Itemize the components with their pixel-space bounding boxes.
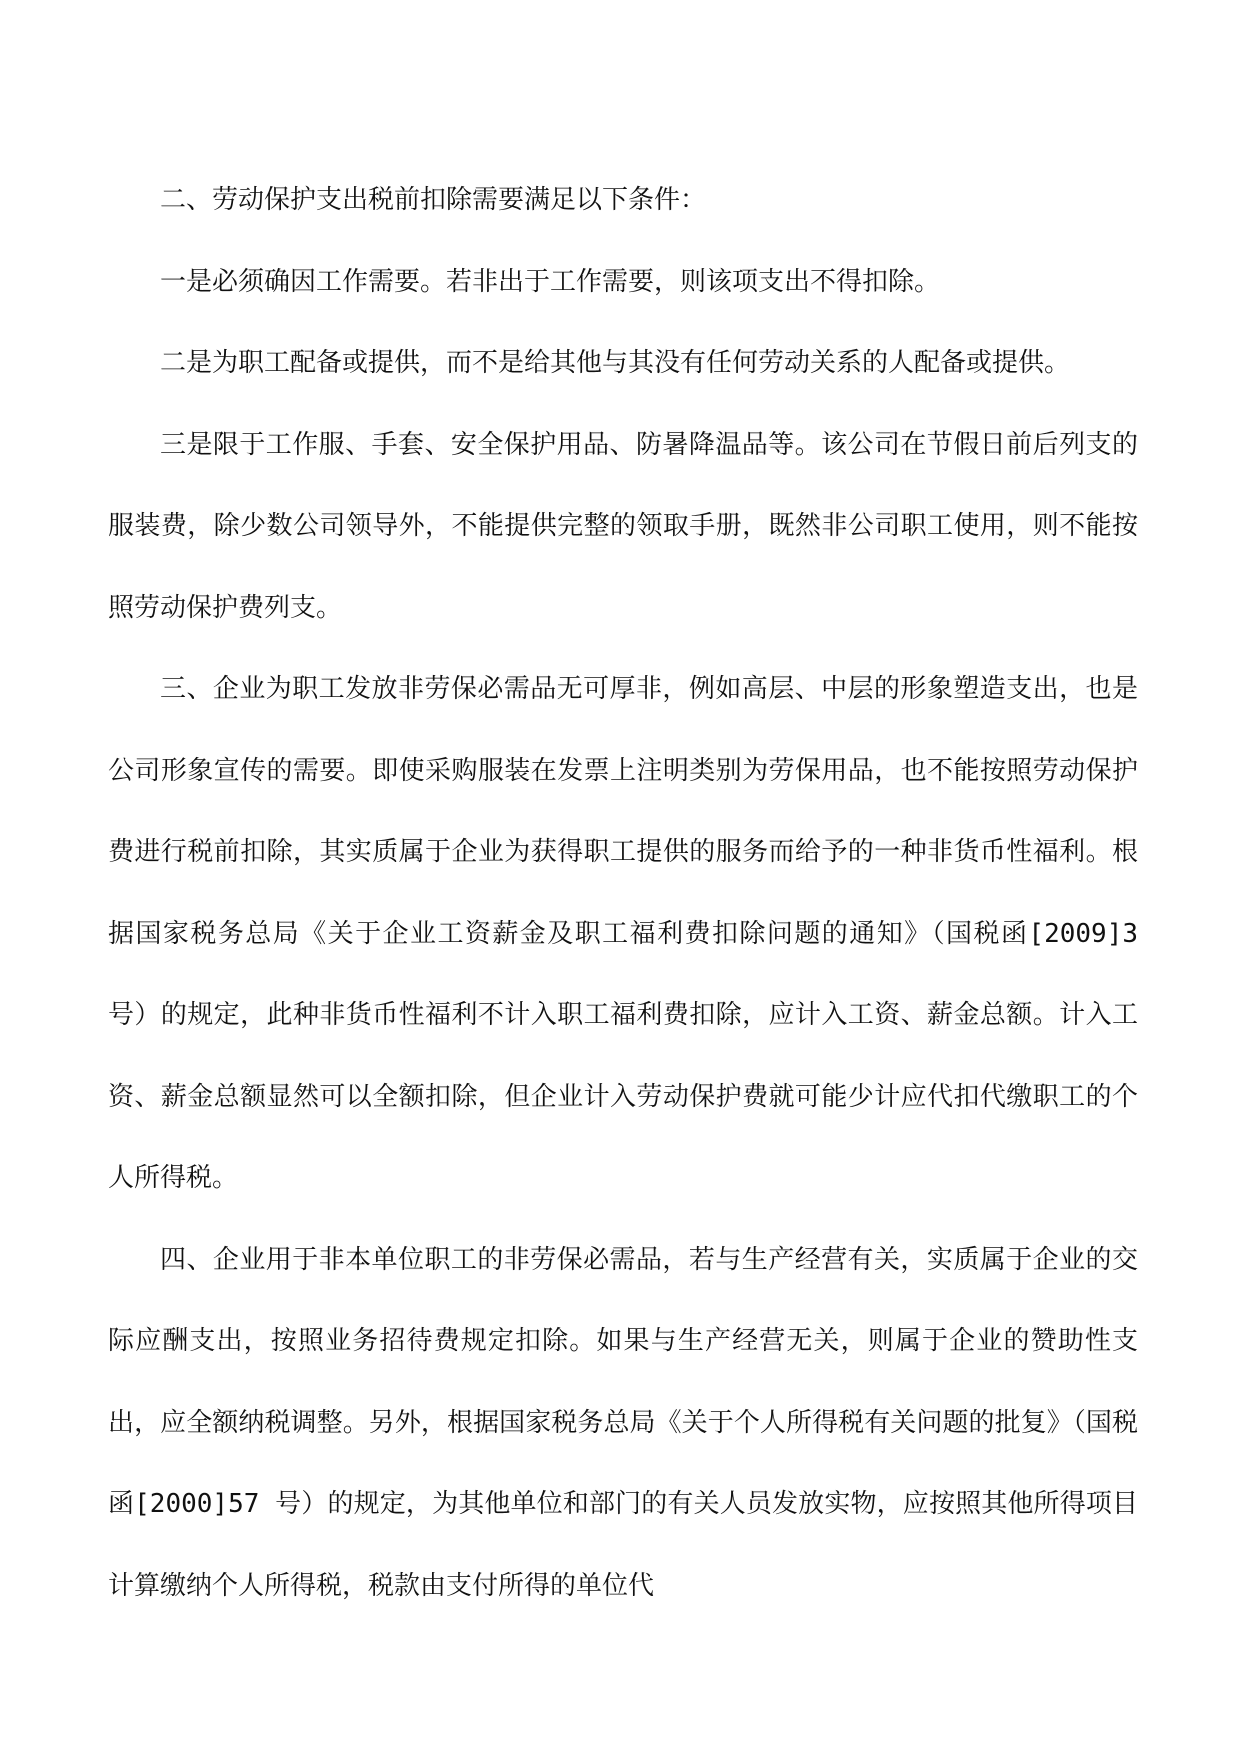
paragraph-condition-two: 二是为职工配备或提供，而不是给其他与其没有任何劳动关系的人配备或提供。 <box>160 348 1071 378</box>
paragraph-non-employees-items: 四、企业用于非本单位职工的非劳保必需品，若与生产经营有关，实质属于企业的交际应酬支出，按照业务招待费规定扣除。如果与生产经营无关，则属于企业的赞助性支出，应全额纳税调整。另外，根据国家税务总局《关于个人所得税有关问题的批复》（国税函[2000]57 号）的规定，为其他单位和部门的有关人员发放实物，应按照其他所得项目计算缴纳个人所得税，税款由支付所得的单位代 <box>108 1244 1138 1601</box>
paragraph-condition-one: 一是必须确因工作需要。若非出于工作需要，则该项支出不得扣除。 <box>160 266 941 297</box>
document-body <box>108 160 1138 1627</box>
paragraph-labor-protection-conditions: 二、劳动保护支出税前扣除需要满足以下条件： <box>160 185 707 215</box>
paragraph-non-essential-items-employees: 三、企业为职工发放非劳保必需品无可厚非，例如高层、中层的形象塑造支出，也是公司形象宣传的需要。即使采购服装在发票上注明类别为劳保用品，也不能按照劳动保护费进行税前扣除，其实质属于企业为获得职工提供的服务而给予的一种非货币性福利。根据国家税务总局《关于企业工资薪金及职工福利费扣除问题的通知》（国税函[2009]3 号）的规定，此种非货币性福利不计入职工福利费扣除，应计入工资、薪金总额。计入工资、薪金总额显然可以全额扣除，但企业计入劳动保护费就可能少计应代扣代缴职工的个人所得税。 <box>108 674 1138 1193</box>
paragraph-condition-three: 三是限于工作服、手套、安全保护用品、防暑降温品等。该公司在节假日前后列支的服装费，除少数公司领导外，不能提供完整的领取手册，既然非公司职工使用，则不能按照劳动保护费列支。 <box>108 429 1138 623</box>
